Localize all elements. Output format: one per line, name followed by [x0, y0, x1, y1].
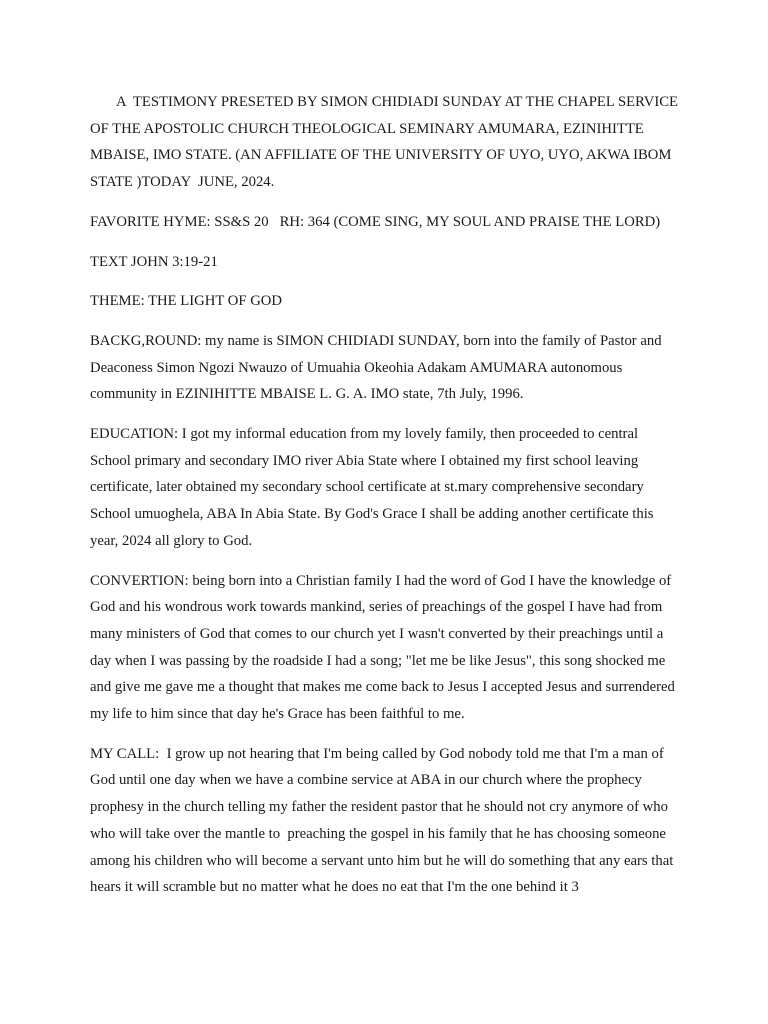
education-paragraph: EDUCATION: I got my informal education from my lovely family, then proceeded to central School primary and secondary IMO river Abia State where I obtained my first school leaving certificate, later obtained my secondary school certificate at st.mary comprehensive secondary School umuoghela, ABA In Abia State. By God's Grace I shall be adding another certificate this year, 2024 all glory to God.: [90, 426, 658, 549]
my-call-paragraph: MY CALL: I grow up not hearing that I'm being called by God nobody told me that I'm a man of God until one day when we have a combine service at ABA in our church where the prophecy prophesy in the church telling my father the resident pastor that he should not cry anymore of who who will take over the mantle to preaching the gospel in his family that he has choosing someone among his children who will become a servant unto him but he will do something that any ears that hears it will scramble but no matter what he does no eat that I'm the one behind it 3: [90, 745, 677, 896]
document-body: [90, 89, 680, 914]
conversion-paragraph: CONVERTION: being born into a Christian family I had the word of God I have the knowledge of God and his wondrous work towards mankind, series of preachings of the gospel I have had from many ministers of God that comes to our church yet I wasn't converted by their preachings until a day when I was passing by the roadside I had a song; "let me be like Jesus", this song shocked me and give me gave me a thought that makes me come back to Jesus I accepted Jesus and surrendered my life to him since that day he's Grace has been faithful to me.: [90, 572, 679, 723]
text-reference-paragraph: TEXT JOHN 3:19-21: [90, 253, 218, 270]
theme-paragraph: THEME: THE LIGHT OF GOD: [90, 293, 283, 310]
hymn-paragraph: FAVORITE HYME: SS&S 20 RH: 364 (COME SING, MY SOUL AND PRAISE THE LORD): [90, 213, 661, 230]
title-paragraph: A TESTIMONY PRESETED BY SIMON CHIDIADI SUNDAY AT THE CHAPEL SERVICE OF THE APOSTOLIC CHURCH THEOLOGICAL SEMINARY AMUMARA, EZINIHITTE MBAISE, IMO STATE. (AN AFFILIATE OF THE UNIVERSITY OF UYO, UYO, AKWA IBOM STATE )TODAY JUNE, 2024.: [90, 94, 682, 191]
background-paragraph: BACKG,ROUND: my name is SIMON CHIDIADI SUNDAY, born into the family of Pastor and Deaconess Simon Ngozi Nwauzo of Umuahia Okeohia Adakam AMUMARA autonomous community in EZINIHITTE MBAISE L. G. A. IMO state, 7th July, 1996.: [90, 332, 666, 403]
